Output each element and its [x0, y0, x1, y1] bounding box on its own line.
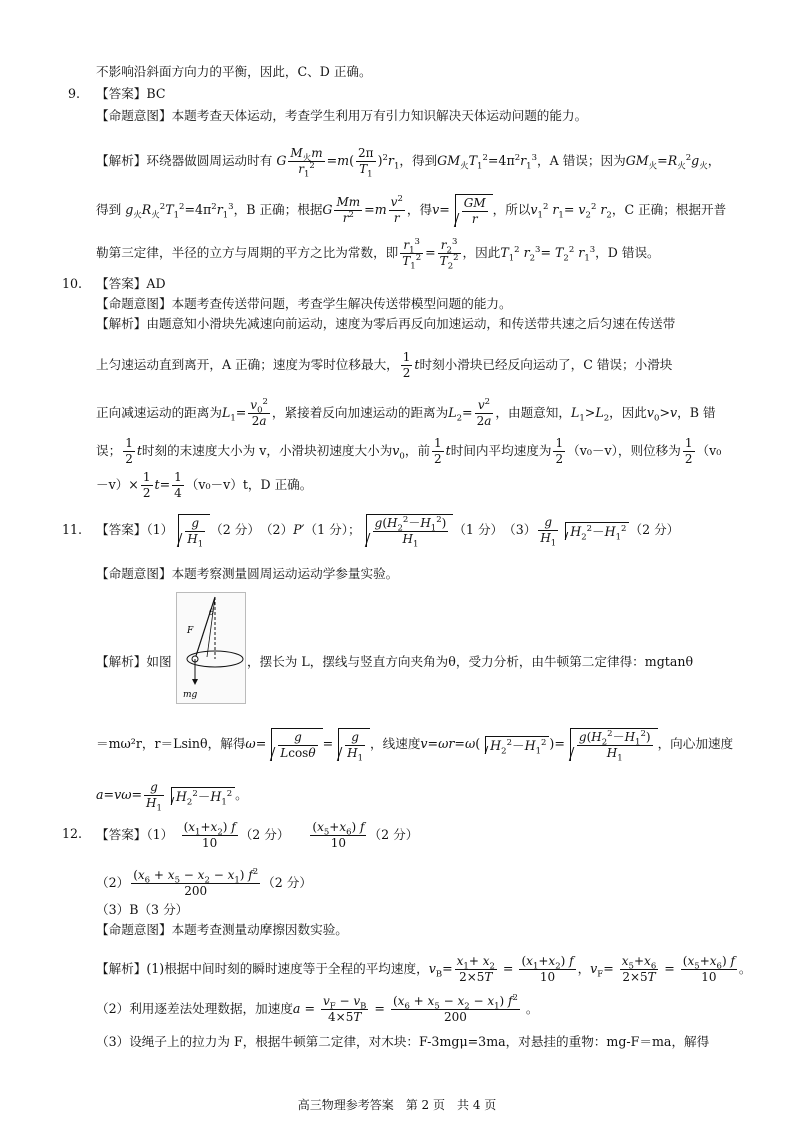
question-number: 11. [62, 522, 83, 537]
analysis-line: 【解析】环绕器做圆周运动时有 G $\frac{M_火m}{r_1^2}$ =m( $\frac{2\pi}{T_1}$ )$^2r_1$，得到$GM_火T_1^2=4\pi^2r_1^3$，A 错误；因为$GM_火=R_火^2g_火$， [96, 146, 721, 180]
analysis-line: 【解析】如图 [96, 654, 172, 669]
analysis-line: 得到 $g_火R_火^2T_1^2=4\pi^2r_1^3$，B 正确；根据G $\frac{Mm}{r^2}$ =m $\frac{v^2}{r}$ ，得v= $\frac{GM}{r}$ ，所以$v_1^2$ $r_1= v_2^2$ $r_2$，C 正确；根据开普 [96, 194, 727, 226]
intent-line: 【命题意图】本题考查传送带问题，考查学生解决传送带模型问题的能力。 [96, 296, 512, 311]
analysis-line: 上匀速运动直到离开，A 正确；速度为零时位移最大， $\frac{1}{2}$ t时刻小滑块已经反向运动了，C 错误；小滑块 [96, 350, 673, 380]
answer-line: 【答案】BC [96, 86, 166, 101]
analysis-line: ＝mω²r，r＝Lsinθ，解得ω= $\frac{g}{Lcos\theta}$ = $\frac{g}{H_1}$ ，线速度v=ωr=ω( $H_2^2-H_1^2$ )= $\frac{g(H_2^2-H_1^2)}{H_1}$ ，向心加速度 [96, 729, 734, 764]
question-number: 10. [62, 276, 83, 291]
intent-line: 【命题意图】本题考查天体运动，考查学生利用万有引力知识解决天体运动问题的能力。 [96, 108, 588, 123]
intent-line: 【命题意图】本题考察测量圆周运动运动学参量实验。 [96, 566, 399, 581]
text-line: 不影响沿斜面方向力的平衡，因此，C、D 正确。 [96, 64, 372, 79]
analysis-line: 正向减速运动的距离为$L_1=$ $\frac{v_0^2}{2a}$ ，紧接着反向加速运动的距离为$L_2=$ $\frac{v^2}{2a}$ ，由题意知，$L_1>L_2$，因此$v_0>v$，B 错 [96, 397, 716, 428]
page-footer: 高三物理参考答案 第 2 页 共 4 页 [297, 1098, 497, 1112]
analysis-line: （2）利用逐差法处理数据，加速度a = $\frac{v_F - v_B}{4\times 5T}$ = $\frac{(x_6 + x_5 - x_2 - x_1) f^2}{200}$ 。 [96, 993, 539, 1024]
analysis-line: 【解析】(1)根据中间时刻的瞬时速度等于全程的平均速度，$v_B=$ $\frac{x_1+ x_2}{2\times 5T}$ = $\frac{(x_1+x_2) f}{10}$ ，$v_F=$ $\frac{x_5+x_6}{2\times 5T}$ = $\frac{(x_5+x_6) f}{10}$ 。 [96, 954, 752, 984]
analysis-line: （3）设绳子上的拉力为 F，根据牛顿第二定律，对木块：F-3mgμ=3ma，对悬挂的重物：mg-F＝ma，解得 [96, 1034, 710, 1049]
diagram-label-f: F [187, 626, 194, 636]
analysis-line: ，摆长为 L，摆线与竖直方向夹角为θ，受力分析，由牛顿第二定律得：mgtanθ [247, 654, 694, 669]
answer-line: 【答案】（1） $\frac{(x_1+x_2) f}{10}$ （2 分） $\frac{(x_5+x_6) f}{10}$ （2 分） [96, 820, 419, 850]
answer-line: （3）B（3 分） [96, 902, 189, 917]
intent-line: 【命题意图】本题考查测量动摩擦因数实验。 [96, 922, 348, 937]
question-number: 9. [68, 86, 81, 101]
conical-pendulum-diagram [176, 592, 246, 704]
diagram-label-theta: θ [209, 608, 214, 617]
analysis-line: a=vω= $\frac{g}{H_1}$ $H_2^2-H_1^2$ 。 [96, 780, 248, 814]
analysis-line: －v）× $\frac{1}{2}$ t= $\frac{1}{4}$ （v₀－v）t，D 正确。 [96, 470, 313, 500]
analysis-line: 【解析】由题意知小滑块先减速向前运动，速度为零后再反向加速运动，和传送带共速之后匀速在传送带 [96, 316, 676, 331]
analysis-line: 勒第三定律，半径的立方与周期的平方之比为常数，即 $\frac{r_1^3}{T_1^2}$ = $\frac{r_2^3}{T_2^2}$ ，因此$T_1^2$ $r_2^3= T_2^2$ $r_1^3$，D 错误。 [96, 237, 660, 272]
question-number: 12. [62, 826, 83, 841]
answer-line: 【答案】（1） $\frac{g}{H_1}$ （2 分） （2）P′（1 分）； $\frac{g(H_2^2-H_1^2)}{H_1}$ （1 分） （3） $\frac{g}{H_1}$ $H_2^2-H_1^2$ （2 分） [96, 515, 680, 550]
diagram-label-mg: mg [183, 690, 198, 700]
analysis-line: 误； $\frac{1}{2}$ t时刻的末速度大小为 v，小滑块初速度大小为$v_0$，前 $\frac{1}{2}$ t时间内平均速度为 $\frac{1}{2}$ （v₀－v），则位移为 $\frac{1}{2}$ （v₀ [96, 436, 722, 466]
answer-line: 【答案】AD [96, 276, 166, 291]
answer-line: （2） $\frac{(x_6 + x_5 - x_2 - x_1) f^2}{200}$ （2 分） [96, 867, 312, 898]
